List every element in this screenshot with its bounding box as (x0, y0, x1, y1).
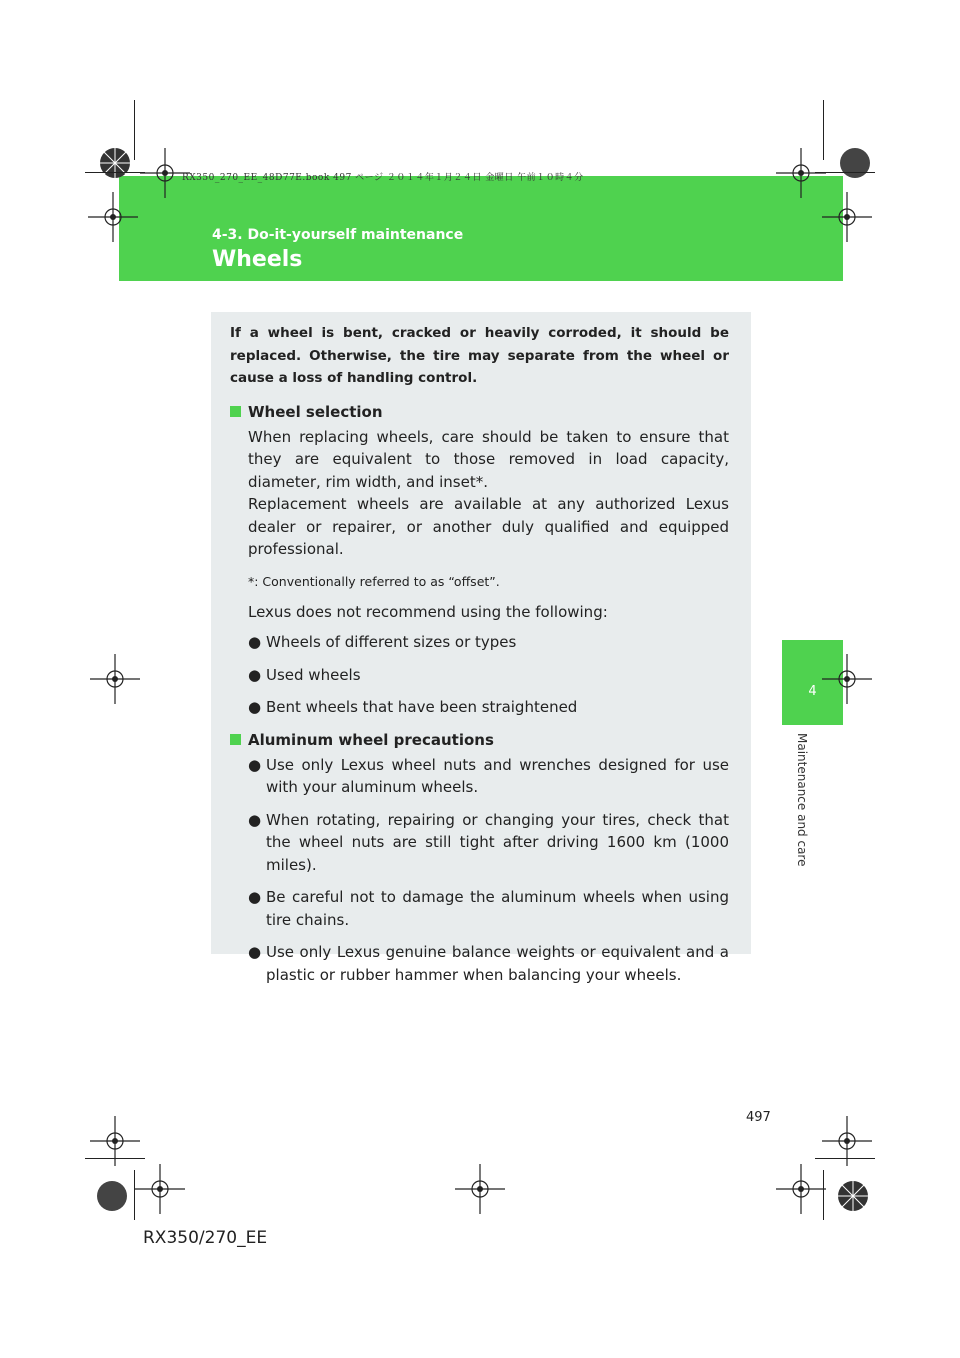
square-bullet-icon (230, 734, 241, 745)
page-title: Wheels (212, 247, 303, 272)
bullet-icon: ● (248, 810, 262, 829)
crosshair-icon (822, 192, 872, 242)
crosshair-icon (90, 654, 140, 704)
crosshair-icon (776, 1164, 826, 1214)
content-box (211, 312, 751, 984)
crop-line (85, 172, 145, 173)
crop-line (823, 100, 824, 160)
crop-line (85, 1158, 145, 1159)
list-item: ● Use only Lexus genuine balance weights or equivalent and a plastic or rubber hammer when balancing your wheels. (248, 943, 729, 984)
bullet-icon: ● (248, 698, 262, 716)
list-item: ● When rotating, repairing or changing your tires, check that the wheel nuts are still tight after driving 1600 km (1000 miles). (248, 810, 729, 874)
bullet-icon: ● (248, 665, 262, 684)
bullet-icon: ● (248, 633, 262, 651)
section-label: 4-3. Do-it-yourself maintenance (212, 227, 464, 243)
chapter-title: Maintenance and care (795, 733, 809, 867)
crosshair-icon (88, 192, 138, 242)
crosshair-icon (140, 148, 190, 198)
crop-line (134, 100, 135, 160)
crosshair-icon (455, 1164, 505, 1214)
aluminum-heading: Aluminum wheel precautions (230, 729, 729, 751)
bullet-icon: ● (248, 755, 262, 774)
registration-mark-icon (827, 1170, 879, 1222)
crop-line (823, 1170, 824, 1220)
offset-footnote: *: Conventionally referred to as “offset”. (248, 573, 500, 589)
list-item: ● Wheels of different sizes or types (248, 631, 729, 654)
crop-line (134, 1170, 135, 1220)
page-number: 497 (746, 1110, 771, 1125)
list-item: ● Use only Lexus wheel nuts and wrenches designed for use with your aluminum wheels. (248, 755, 729, 796)
bullet-icon: ● (248, 888, 262, 906)
intro-text: If a wheel is bent, cracked or heavily corroded, it should be replaced. Otherwise, the tire may separate from the wheel or cause a loss of handling control. (230, 325, 729, 386)
not-recommend-lead: Lexus does not recommend using the following: (248, 602, 608, 621)
crop-line (815, 172, 875, 173)
model-code: RX350/270_EE (143, 1228, 268, 1248)
registration-mark-icon (86, 1170, 138, 1222)
wheel-selection-heading: Wheel selection (230, 401, 729, 423)
list-item: ● Be careful not to damage the aluminum wheels when using tire chains. (248, 888, 729, 929)
crosshair-icon (822, 654, 872, 704)
list-item: ● Used wheels (248, 664, 729, 687)
list-item: ● Bent wheels that have been straightened (248, 696, 729, 719)
crosshair-icon (135, 1164, 185, 1214)
crop-line (815, 1158, 875, 1159)
chapter-number: 4 (808, 684, 817, 699)
wheel-selection-para-1: When replacing wheels, care should be taken to ensure that they are equivalent to those removed in load capacity, diameter, rim width, and inset*. (248, 427, 729, 491)
square-bullet-icon (230, 406, 241, 417)
wheel-selection-para-2: Replacement wheels are available at any authorized Lexus dealer or repairer, or another duly qualified and equipped professional. (248, 495, 729, 558)
crosshair-icon (776, 148, 826, 198)
bullet-icon: ● (248, 943, 262, 961)
registration-mark-icon (829, 137, 881, 189)
file-stamp: RX350_270_EE_48D77E.book 497 ページ ２０１４年１月２４日 金曜日 午前１０時４分 (182, 173, 584, 183)
